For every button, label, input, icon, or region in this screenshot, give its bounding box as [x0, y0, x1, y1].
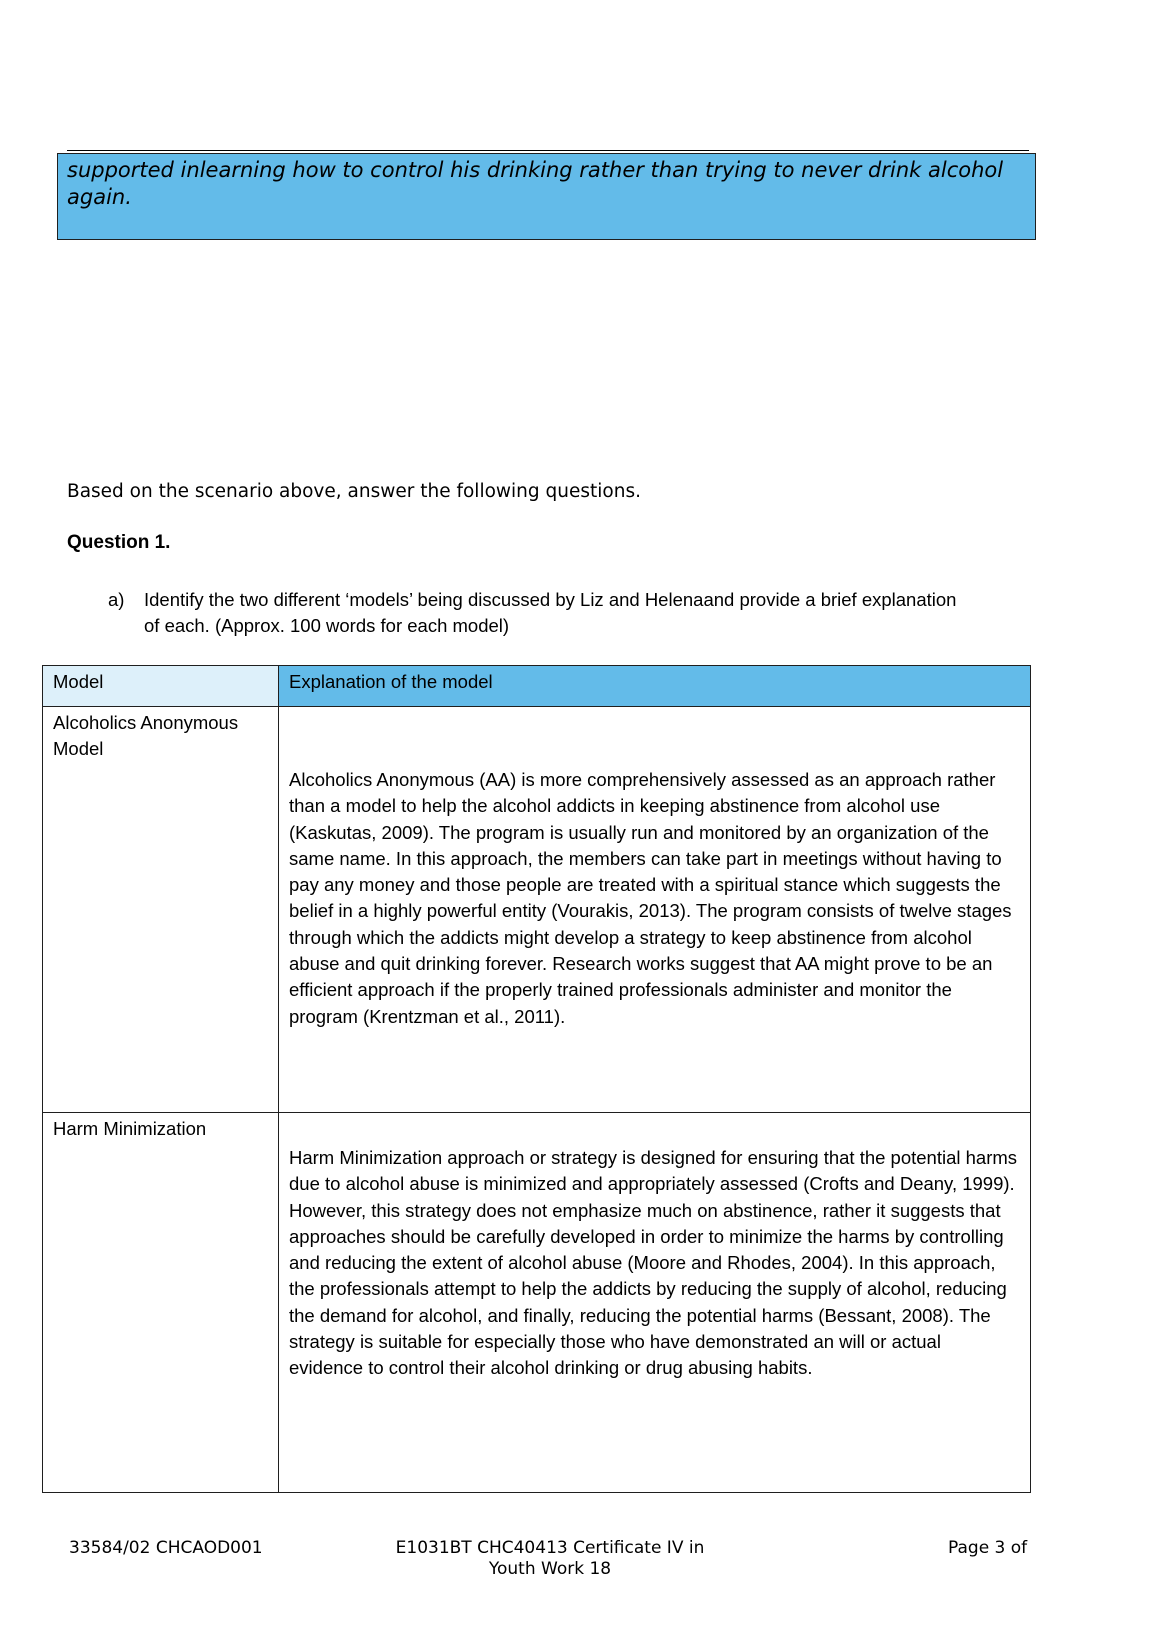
table-row: [43, 1113, 1031, 1493]
top-divider: [67, 150, 1029, 151]
table-row: [43, 707, 1031, 1113]
scenario-text: supported inlearning how to control his drinking rather than trying to never drink alcohol again.: [67, 158, 1004, 209]
footer-course-title: E1031BT CHC40413 Certificate IV in Youth Work 18: [395, 1538, 705, 1579]
model-explanation-cell: [279, 707, 1031, 1113]
models-table: [42, 665, 1031, 1493]
model-explanation-cell: [279, 1113, 1031, 1493]
footer-unit-code: 33584/02 CHCAOD001: [69, 1538, 263, 1558]
question-item-text: Identify the two different ‘models’ being discussed by Liz and Helenaand provide a brief explanation of each. (Approx. 100 words for each model): [144, 589, 957, 636]
model-name-cell: [43, 707, 279, 1113]
footer-page-number: Page 3 of: [948, 1538, 1028, 1558]
model-name: Alcoholics Anonymous Model: [53, 712, 239, 760]
table-header-row: [43, 666, 1031, 707]
question-heading: Question 1.: [67, 532, 171, 553]
header-explanation-cell: Explanation of the model: [279, 666, 1031, 707]
intro-text: Based on the scenario above, answer the following questions.: [67, 481, 641, 502]
question-item-marker: a): [108, 589, 125, 610]
model-explanation: Harm Minimization approach or strategy is designed for ensuring that the potential harms due to alcohol abuse is minimized and appropriately assessed (Crofts and Deany, 1999). However, this strategy does not emphasize much on abstinence, rather it suggests that approaches should be carefully developed in order to minimize the harms by controlling and reducing the extent of alcohol abuse (Moore and Rhodes, 2004). In this approach, the professionals attempt to help the addicts by reducing the supply of alcohol, reducing the demand for alcohol, and finally, reducing the potential harms (Bessant, 2008). The strategy is suitable for especially those who have demonstrated an will or actual evidence to control their alcohol drinking or drug abusing habits.: [289, 1147, 1018, 1379]
question-item: [108, 587, 968, 639]
model-explanation: Alcoholics Anonymous (AA) is more comprehensively assessed as an approach rather than a model to help the alcohol addicts in keeping abstinence from alcohol use (Kaskutas, 2009). The program is usually run and monitored by an organization of the same name. In this approach, the members can take part in meetings without having to pay any money and those people are treated with a spiritual stance which suggests the belief in a highly powerful entity (Vourakis, 2013). The program consists of twelve stages through which the addicts might develop a strategy to keep abstinence from alcohol abuse and quit drinking forever. Research works suggest that AA might prove to be an efficient approach if the properly trained professionals administer and monitor the program (Krentzman et al., 2011).: [289, 769, 1012, 1027]
header-model-cell: Model: [43, 666, 279, 707]
scenario-box: [57, 153, 1036, 240]
model-name-cell: [43, 1113, 279, 1493]
model-name: Harm Minimization: [53, 1118, 207, 1139]
